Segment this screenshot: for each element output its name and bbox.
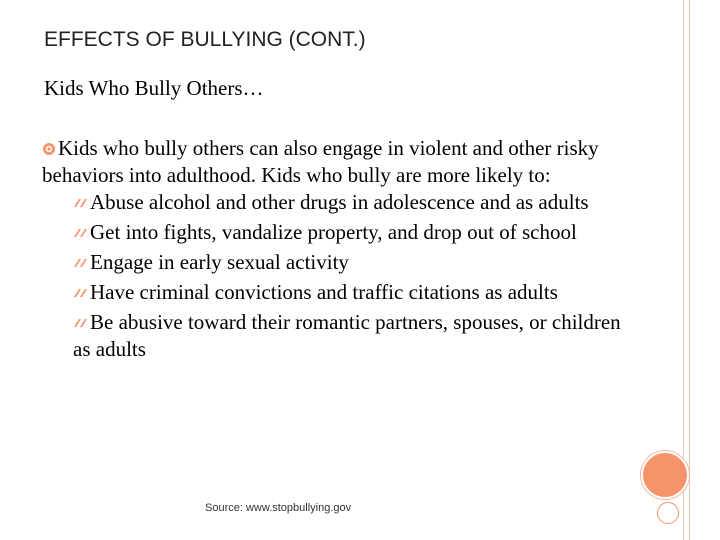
sub-bullet — [73, 309, 642, 363]
main-bullet — [42, 135, 642, 189]
dash-bullet-icon — [73, 257, 89, 269]
sub-bullet-text: Be abusive toward their romantic partners, spouses, or children as adults — [73, 310, 621, 361]
dash-bullet-icon — [73, 287, 89, 299]
sub-bullet-text: Get into fights, vandalize property, and drop out of school — [90, 220, 577, 244]
source-citation: Source: www.stopbullying.gov — [205, 502, 352, 514]
decorative-circle-large — [641, 451, 689, 499]
dash-bullet-icon — [73, 197, 89, 209]
slide-subtitle: Kids Who Bully Others… — [44, 76, 264, 100]
flower-bullet-icon — [42, 142, 56, 156]
sub-bullet-list — [42, 189, 642, 363]
main-bullet-text: Kids who bully others can also engage in violent and other risky behaviors into adulthood. Kids who bully are more likely to: — [42, 136, 599, 187]
slide-title: EFFECTS OF BULLYING (CONT.) — [44, 28, 366, 51]
sub-bullet — [73, 249, 642, 276]
dash-bullet-icon — [73, 317, 89, 329]
sub-bullet — [73, 279, 642, 306]
sub-bullet — [73, 189, 642, 216]
sub-bullet-text: Engage in early sexual activity — [90, 250, 349, 274]
decorative-circle-small — [657, 502, 679, 524]
decorative-border-line — [689, 0, 690, 540]
slide-body — [42, 135, 642, 366]
sub-bullet — [73, 219, 642, 246]
sub-bullet-text: Abuse alcohol and other drugs in adolescence and as adults — [90, 190, 589, 214]
dash-bullet-icon — [73, 227, 89, 239]
sub-bullet-text: Have criminal convictions and traffic citations as adults — [90, 280, 558, 304]
